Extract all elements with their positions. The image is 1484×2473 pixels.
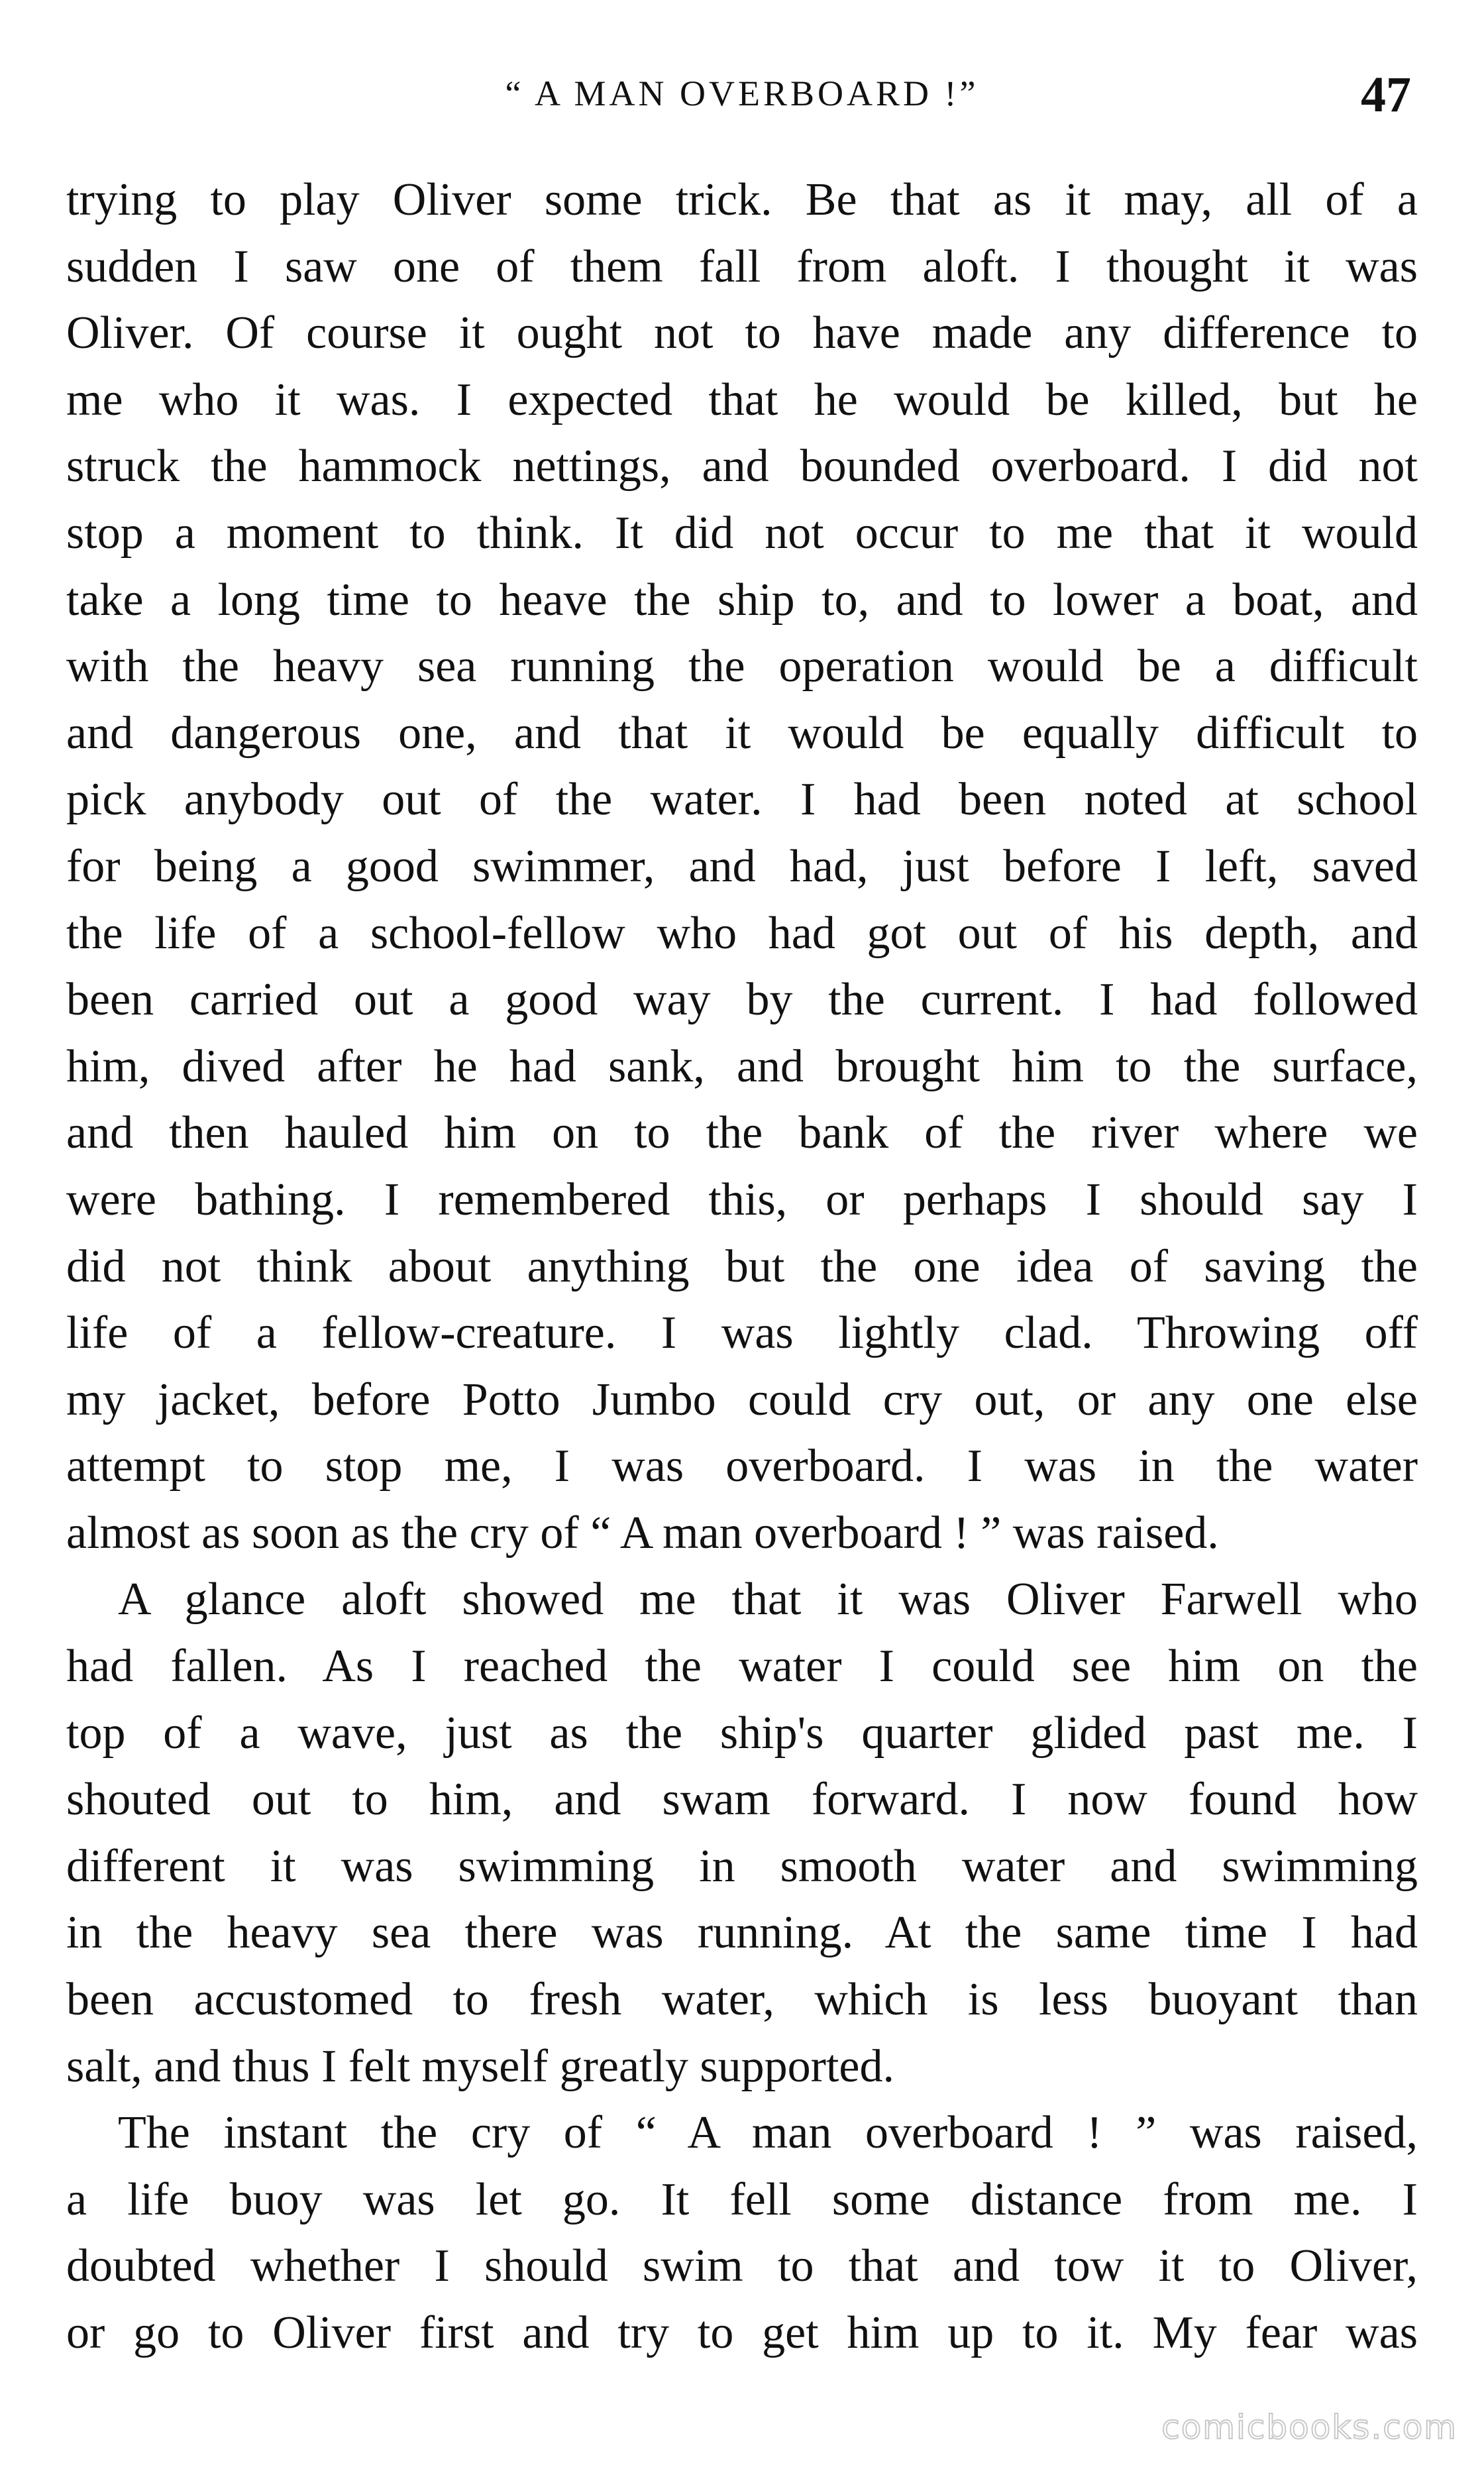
text-line: salt, and thus I felt myself greatly supported. [66, 2040, 894, 2092]
text-line: stop a moment to think. It did not occur to me that it would [66, 507, 1418, 559]
text-line: for being a good swimmer, and had, just before I left, saved [66, 840, 1418, 892]
paragraph [66, 1566, 1418, 2100]
text-line: been carried out a good way by the current. I had followed [66, 974, 1418, 1026]
running-head: “ A MAN OVERBOARD !” [505, 74, 979, 113]
text-line: struck the hammock nettings, and bounded overboard. I did not [66, 441, 1418, 492]
text-line: take a long time to heave the ship to, and to lower a boat, and [66, 574, 1418, 626]
text-line: attempt to stop me, I was overboard. I was in the water [66, 1441, 1418, 1492]
text-line: different it was swimming in smooth water and swimming [66, 1840, 1418, 1892]
text-line: top of a wave, just as the ship's quarter glided past me. I [66, 1707, 1418, 1759]
text-line: been accustomed to fresh water, which is less buoyant than [66, 1974, 1418, 2026]
page-header [66, 66, 1418, 146]
text-line: sudden I saw one of them fall from aloft. I thought it was [66, 241, 1418, 292]
text-line: did not think about anything but the one idea of saving the [66, 1240, 1418, 1292]
text-line: life of a fellow-creature. I was lightly clad. Throwing off [66, 1307, 1418, 1359]
text-line: with the heavy sea running the operation would be a difficult [66, 641, 1418, 692]
text-line: or go to Oliver first and try to get him up to it. My fear was [66, 2307, 1418, 2358]
text-line: pick anybody out of the water. I had been noted at school [66, 774, 1418, 826]
text-line: almost as soon as the cry of “ A man overboard ! ” was raised. [66, 1507, 1219, 1559]
page-body [66, 167, 1418, 2367]
text-line: A glance aloft showed me that it was Oliver Farwell who [118, 1574, 1418, 1625]
text-line: a life buoy was let go. It fell some distance from me. I [66, 2173, 1418, 2225]
text-line: The instant the cry of “ A man overboard ! ” was raised, [118, 2107, 1418, 2159]
text-line: in the heavy sea there was running. At the same time I had [66, 1907, 1418, 1959]
text-line: trying to play Oliver some trick. Be that as it may, all of a [66, 174, 1418, 225]
page-number: 47 [1361, 67, 1411, 123]
text-line: and then hauled him on to the bank of the river where we [66, 1107, 1418, 1159]
text-line: had fallen. As I reached the water I could see him on the [66, 1641, 1418, 1692]
paragraph [66, 2100, 1418, 2366]
text-line: him, dived after he had sank, and brought him to the surface, [66, 1040, 1418, 1092]
watermark: comicbooks.com [1161, 2408, 1458, 2446]
text-line: and dangerous one, and that it would be equally difficult to [66, 707, 1418, 759]
text-line: doubted whether I should swim to that and tow it to Oliver, [66, 2240, 1418, 2292]
text-line: were bathing. I remembered this, or perhaps I should say I [66, 1174, 1418, 1225]
text-line: Oliver. Of course it ought not to have made any difference to [66, 307, 1418, 359]
text-line: me who it was. I expected that he would be killed, but he [66, 374, 1418, 425]
paragraph [66, 167, 1418, 1566]
text-line: my jacket, before Potto Jumbo could cry out, or any one else [66, 1374, 1418, 1425]
text-line: the life of a school-fellow who had got out of his depth, and [66, 907, 1418, 959]
text-line: shouted out to him, and swam forward. I now found how [66, 1774, 1418, 1826]
